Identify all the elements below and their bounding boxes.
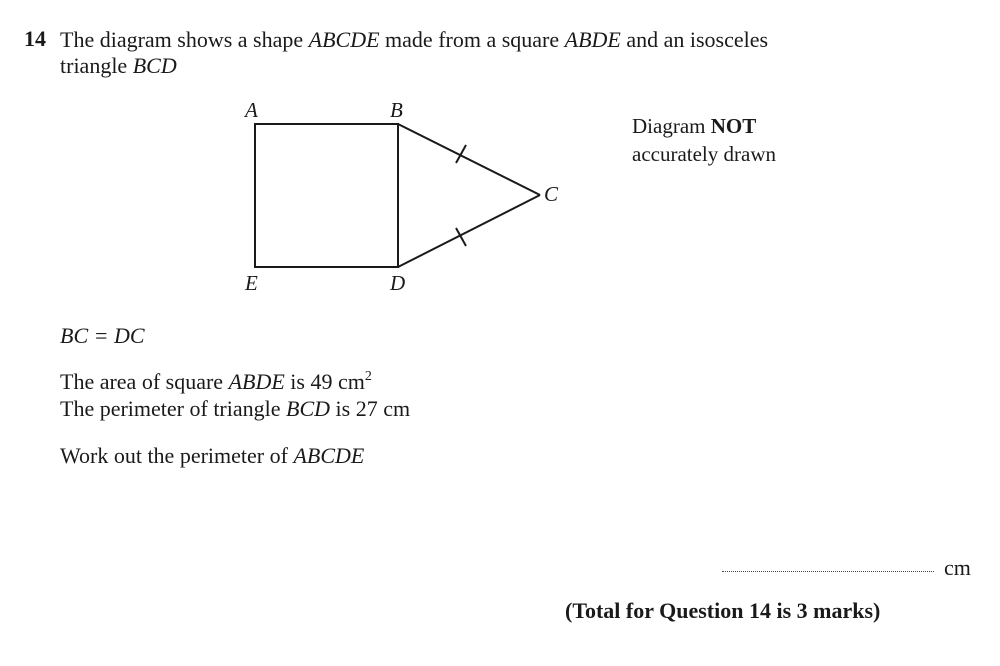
perimeter-value: is 27 cm bbox=[330, 396, 411, 421]
shape-diagram bbox=[230, 95, 590, 300]
area-value: is 49 cm bbox=[284, 369, 365, 394]
stem-triangle-name: BCD bbox=[132, 53, 177, 78]
equality-statement bbox=[60, 323, 145, 349]
area-statement bbox=[60, 369, 372, 395]
perimeter-text: The perimeter of triangle bbox=[60, 396, 287, 421]
stem-text: made from a square bbox=[379, 27, 565, 52]
equality-text: BC = DC bbox=[60, 323, 145, 348]
square-abde bbox=[255, 124, 398, 267]
question-number: 14 bbox=[24, 26, 46, 51]
side-bc bbox=[398, 124, 540, 195]
label-a: A bbox=[245, 98, 258, 122]
area-square-name: ABDE bbox=[228, 369, 285, 394]
label-e: E bbox=[245, 271, 258, 295]
question-stem-line1 bbox=[60, 27, 768, 53]
task-instruction bbox=[60, 443, 364, 469]
diagram-note-line2: accurately drawn bbox=[632, 142, 776, 166]
area-exponent: 2 bbox=[364, 369, 372, 384]
stem-square-name: ABDE bbox=[564, 27, 621, 52]
perimeter-statement bbox=[60, 396, 410, 422]
label-b: B bbox=[390, 98, 403, 122]
note-text: Diagram bbox=[632, 114, 711, 138]
task-text: Work out the perimeter of bbox=[60, 443, 294, 468]
note-emphasis: NOT bbox=[710, 114, 757, 138]
diagram-note-line1 bbox=[632, 114, 756, 139]
side-dc bbox=[398, 195, 540, 267]
stem-shape-name: ABCDE bbox=[308, 27, 380, 52]
task-shape-name: ABCDE bbox=[293, 443, 365, 468]
area-text: The area of square bbox=[60, 369, 229, 394]
total-marks: (Total for Question 14 is 3 marks) bbox=[565, 598, 881, 623]
stem-text: and an isosceles bbox=[620, 27, 769, 52]
label-d: D bbox=[390, 271, 406, 295]
stem-text: triangle bbox=[60, 53, 133, 78]
answer-line[interactable] bbox=[722, 571, 934, 572]
stem-text: The diagram shows a shape bbox=[60, 27, 309, 52]
label-c: C bbox=[544, 182, 559, 206]
question-stem-line2 bbox=[60, 53, 177, 79]
answer-unit: cm bbox=[944, 555, 971, 580]
perimeter-triangle-name: BCD bbox=[286, 396, 331, 421]
